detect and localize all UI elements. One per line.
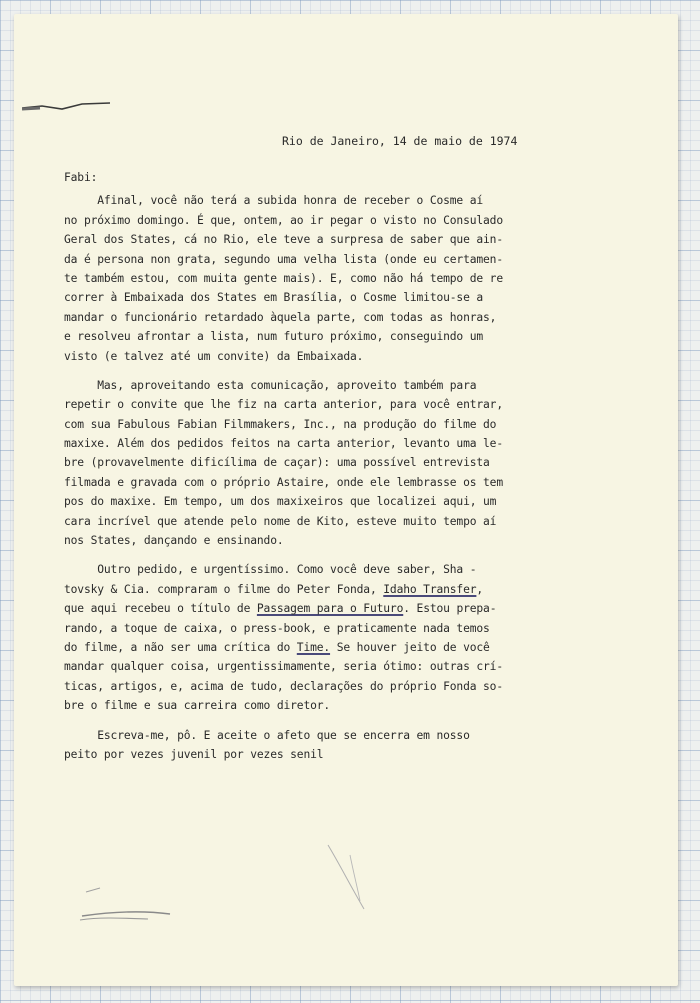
text-line: visto (e talvez até um convite) da Embaixada. bbox=[64, 349, 364, 363]
text-line: correr à Embaixada dos States em Brasília, o Cosme limitou-se a bbox=[64, 291, 484, 305]
text-line: da é persona non grata, segundo uma velha lista (onde eu certamen- bbox=[64, 252, 503, 266]
paper-tear-mark bbox=[22, 100, 112, 114]
text-line: tovsky & Cia. compraram o filme do Peter Fonda, Idaho Transfer, bbox=[64, 582, 484, 596]
pencil-mark bbox=[320, 835, 380, 915]
text-line: bre (provavelmente dificílima de caçar): uma possível entrevista bbox=[64, 456, 490, 470]
text-line: Afinal, você não terá a subida honra de receber o Cosme aí bbox=[64, 194, 484, 208]
text-line: mandar qualquer coisa, urgentissimamente, seria ótimo: outras crí- bbox=[64, 660, 503, 674]
text-line: repetir o convite que lhe fiz na carta anterior, para você entrar, bbox=[64, 398, 503, 412]
text-line: no próximo domingo. É que, ontem, ao ir pegar o visto no Consulado bbox=[64, 213, 503, 227]
paragraph bbox=[64, 560, 624, 715]
text-line: do filme, a não ser uma crítica do Time. Se houver jeito de você bbox=[64, 640, 490, 654]
text-line: e resolveu afrontar a lista, num futuro próximo, conseguindo um bbox=[64, 330, 484, 344]
paragraph bbox=[64, 191, 624, 366]
text-line: com sua Fabulous Fabian Filmmakers, Inc., na produção do filme do bbox=[64, 417, 497, 431]
salutation: Fabi: bbox=[64, 171, 98, 184]
text-line: Outro pedido, e urgentíssimo. Como você deve saber, Sha - bbox=[64, 563, 477, 577]
text-line: rando, a toque de caixa, o press-book, e praticamente nada temos bbox=[64, 621, 490, 635]
text-line: nos States, dançando e ensinando. bbox=[64, 534, 284, 548]
letter-body bbox=[64, 130, 624, 764]
paragraph bbox=[64, 376, 624, 551]
text-line: que aqui recebeu o título de Passagem para o Futuro. Estou prepa- bbox=[64, 602, 497, 616]
letter-date: Rio de Janeiro, 14 de maio de 1974 bbox=[282, 134, 518, 148]
text-line: filmada e gravada com o próprio Astaire, onde ele lembrasse os tem bbox=[64, 475, 503, 489]
paragraph bbox=[64, 726, 624, 765]
text-line: pos do maxixe. Em tempo, um dos maxixeiros que localizei aqui, um bbox=[64, 495, 497, 509]
text-line: te também estou, com muita gente mais). E, como não há tempo de re bbox=[64, 271, 503, 285]
text-line: Geral dos States, cá no Rio, ele teve a surpresa de saber que ain- bbox=[64, 233, 503, 247]
text-line: peito por vezes juvenil por vezes senil bbox=[64, 747, 324, 761]
text-line: Escreva-me, pô. E aceite o afeto que se encerra em nosso bbox=[64, 728, 470, 742]
paragraphs bbox=[64, 191, 624, 764]
text-line: cara incrível que atende pelo nome de Kito, esteve muito tempo aí bbox=[64, 514, 497, 528]
text-line: bre o filme e sua carreira como diretor. bbox=[64, 699, 331, 713]
text-line: mandar o funcionário retardado àquela parte, com todas as honras, bbox=[64, 310, 497, 324]
text-line: Mas, aproveitando esta comunicação, aproveito também para bbox=[64, 378, 477, 392]
text-line: maxixe. Além dos pedidos feitos na carta anterior, levanto uma le- bbox=[64, 437, 503, 451]
text-line: ticas, artigos, e, acima de tudo, declarações do próprio Fonda so- bbox=[64, 679, 503, 693]
pencil-scribble bbox=[70, 872, 180, 932]
